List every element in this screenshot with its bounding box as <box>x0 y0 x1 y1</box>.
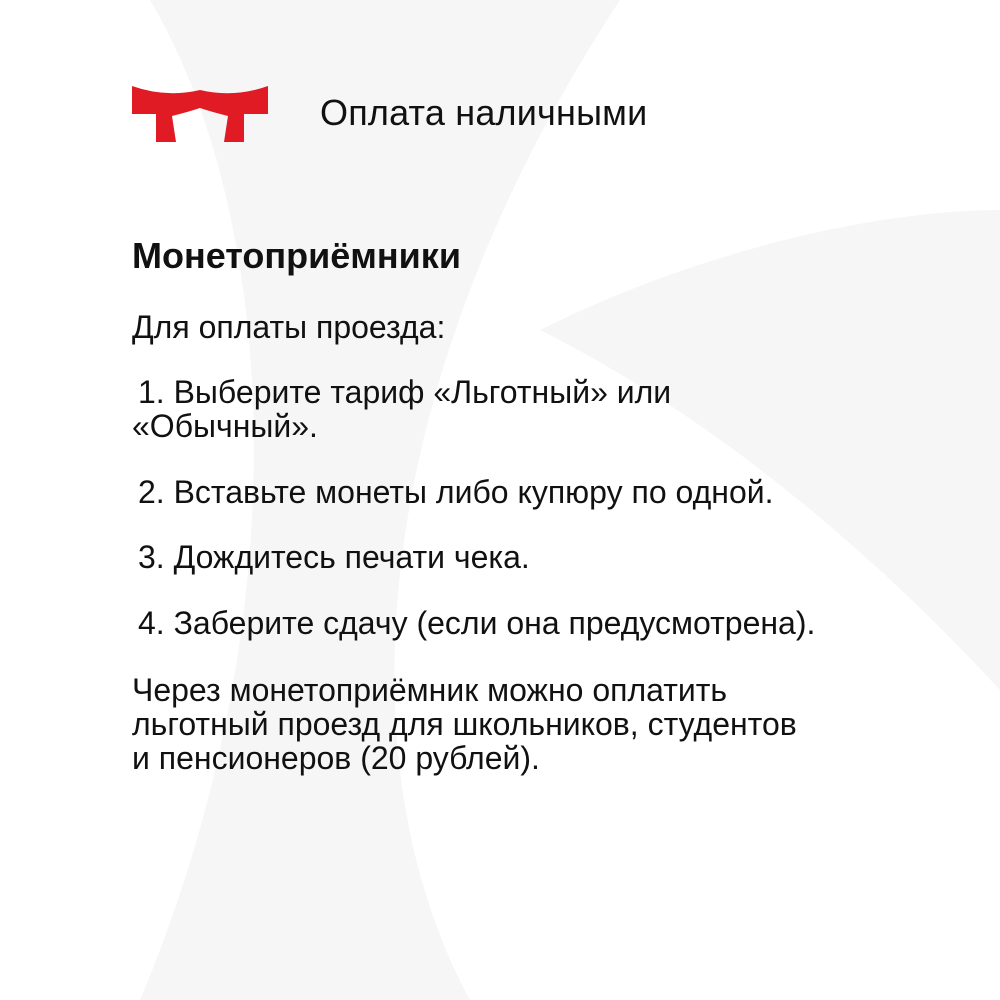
note-line-1: Через монетоприёмник можно оплатить <box>132 672 728 708</box>
section-heading: Монетоприёмники <box>132 235 461 276</box>
metro-logo-icon <box>132 86 268 142</box>
page-title: Оплата наличными <box>320 92 648 133</box>
step-3: 3. Дождитесь печати чека. <box>138 539 530 575</box>
step-1-line-2: «Обычный». <box>132 408 318 444</box>
step-4: 4. Заберите сдачу (если она предусмотрена). <box>138 605 816 641</box>
step-2: 2. Вставьте монеты либо купюру по одной. <box>138 474 774 510</box>
note-line-3: и пенсионеров (20 рублей). <box>132 740 540 776</box>
step-1-line-1: 1. Выберите тариф «Льготный» или <box>138 374 672 410</box>
intro-text: Для оплаты проезда: <box>132 309 446 345</box>
note-line-2: льготный проезд для школьников, студентов <box>132 706 797 742</box>
